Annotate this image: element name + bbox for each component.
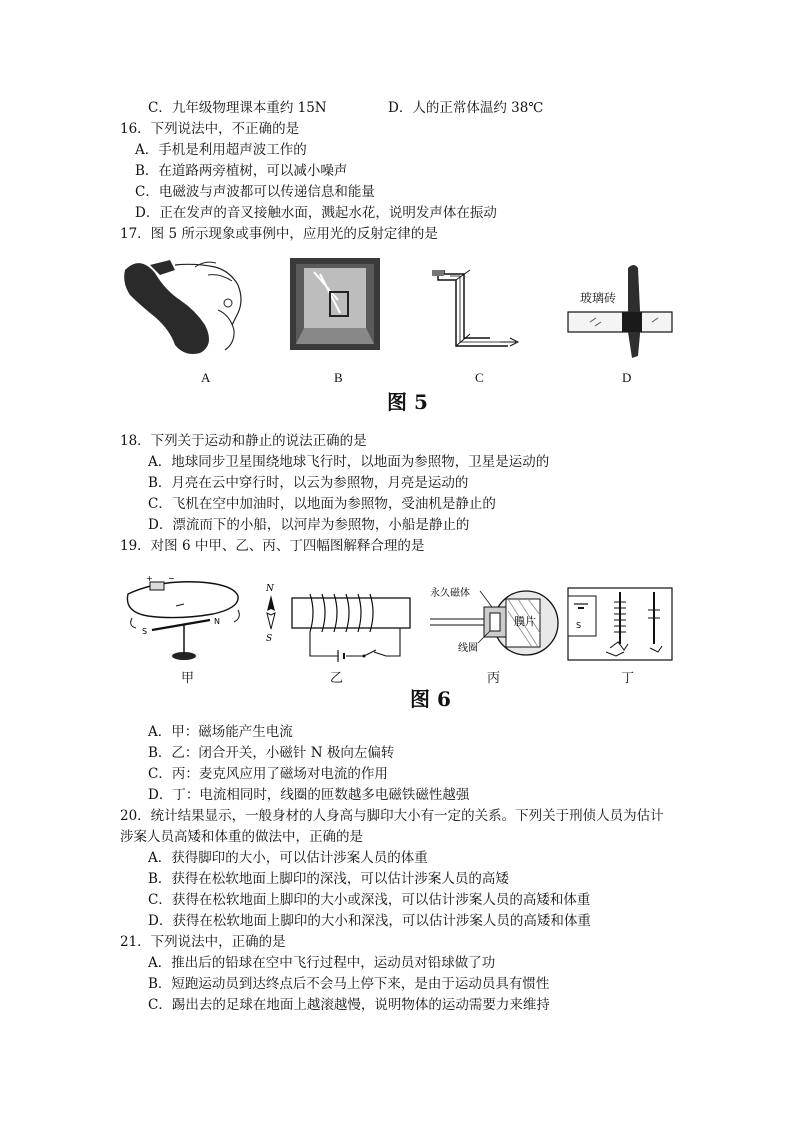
figure5-title: 图 5 bbox=[387, 390, 428, 414]
figure6-label-yi: 乙 bbox=[330, 670, 344, 685]
svg-text:S: S bbox=[142, 627, 148, 636]
figure5-d-glass-brick bbox=[560, 260, 680, 360]
figure6-compass-needle bbox=[262, 583, 282, 643]
q19-stem: 19．对图 6 中甲、乙、丙、丁四幅图解释合理的是 bbox=[120, 538, 425, 554]
svg-text:S: S bbox=[266, 634, 273, 644]
q18-option-a: A．地球同步卫星围绕地球飞行时，以地面为参照物，卫星是运动的 bbox=[148, 454, 550, 470]
q21-option-b: B．短跑运动员到达终点后不会马上停下来，是由于运动员具有惯性 bbox=[148, 976, 550, 992]
coil-label: 线圈 bbox=[458, 643, 478, 654]
q16-option-b: B．在道路两旁植树，可以减小噪声 bbox=[135, 163, 348, 179]
q15-option-c: C．九年级物理课本重约 15N bbox=[148, 100, 327, 116]
figure6-ding-electromagnets bbox=[566, 586, 678, 664]
permanent-magnet-label: 永久磁体 bbox=[430, 588, 470, 599]
q20-stem-line1: 20．统计结果显示，一般身材的人身高与脚印大小有一定的关系。下列关于刑侦人员为估计 bbox=[120, 808, 664, 824]
figure5-label-b: B bbox=[334, 370, 343, 385]
q20-stem-line2: 涉案人员高矮和体重的做法中，正确的是 bbox=[120, 829, 363, 845]
q21-option-c: C．踢出去的足球在地面上越滚越慢，说明物体的运动需要力来维持 bbox=[148, 997, 550, 1013]
q20-option-c: C．获得在松软地面上脚印的大小或深浅，可以估计涉案人员的高矮和体重 bbox=[148, 892, 591, 908]
figure6-label-ding: 丁 bbox=[621, 670, 635, 685]
svg-text:N: N bbox=[266, 584, 274, 594]
q20-option-a: A．获得脚印的大小，可以估计涉案人员的体重 bbox=[148, 850, 428, 866]
q19-option-a: A．甲：磁场能产生电流 bbox=[148, 724, 293, 740]
q17-stem: 17．图 5 所示现象或事例中，应用光的反射定律的是 bbox=[120, 226, 438, 242]
figure5-label-c: C bbox=[475, 370, 484, 385]
q18-option-d: D．漂流而下的小船，以河岸为参照物，小船是静止的 bbox=[148, 517, 470, 533]
figure5-c-periscope bbox=[430, 268, 525, 358]
figure6-yi-solenoid bbox=[290, 590, 415, 662]
figure6-label-jia: 甲 bbox=[181, 670, 195, 685]
q20-option-d: D．获得在松软地面上脚印的大小和深浅，可以估计涉案人员的高矮和体重 bbox=[148, 913, 591, 929]
glass-brick-label: 玻璃砖 bbox=[580, 291, 617, 305]
q19-option-c: C．丙：麦克风应用了磁场对电流的作用 bbox=[148, 766, 388, 782]
svg-text:+: + bbox=[146, 574, 153, 583]
figure6-label-bing: 丙 bbox=[487, 670, 501, 685]
q16-option-c: C．电磁波与声波都可以传递信息和能量 bbox=[135, 184, 375, 200]
membrane-label: 膜片 bbox=[514, 615, 536, 628]
svg-text:−: − bbox=[168, 574, 175, 583]
q21-option-a: A．推出后的铅球在空中飞行过程中，运动员对铅球做了功 bbox=[148, 955, 496, 971]
figure5-a-shadow-hand bbox=[120, 255, 255, 360]
svg-text:N: N bbox=[214, 617, 220, 626]
figure6-bing-microphone bbox=[428, 585, 560, 667]
q18-option-c: C．飞机在空中加油时，以地面为参照物，受油机是静止的 bbox=[148, 496, 496, 512]
q18-option-b: B．月亮在云中穿行时，以云为参照物，月亮是运动的 bbox=[148, 475, 469, 491]
figure6-jia-oersted bbox=[118, 572, 253, 664]
q18-stem: 18．下列关于运动和静止的说法正确的是 bbox=[120, 433, 367, 449]
figure5-label-a: A bbox=[201, 370, 211, 385]
q16-stem: 16．下列说法中，不正确的是 bbox=[120, 121, 300, 137]
q19-option-d: D．丁：电流相同时，线圈的匝数越多电磁铁磁性越强 bbox=[148, 787, 470, 803]
q16-option-d: D．正在发声的音叉接触水面，溅起水花，说明发声体在振动 bbox=[135, 205, 497, 221]
q15-option-d: D．人的正常体温约 38℃ bbox=[388, 100, 544, 116]
q16-option-a: A．手机是利用超声波工作的 bbox=[135, 142, 307, 158]
figure5-label-d: D bbox=[622, 370, 632, 385]
svg-text:S: S bbox=[576, 621, 582, 630]
figure5-b-photo bbox=[290, 258, 380, 350]
q21-stem: 21．下列说法中，正确的是 bbox=[120, 934, 286, 950]
q19-option-b: B．乙：闭合开关，小磁针 N 极向左偏转 bbox=[148, 745, 395, 761]
q20-option-b: B．获得在松软地面上脚印的深浅，可以估计涉案人员的高矮 bbox=[148, 871, 509, 887]
figure6-title: 图 6 bbox=[410, 687, 451, 711]
